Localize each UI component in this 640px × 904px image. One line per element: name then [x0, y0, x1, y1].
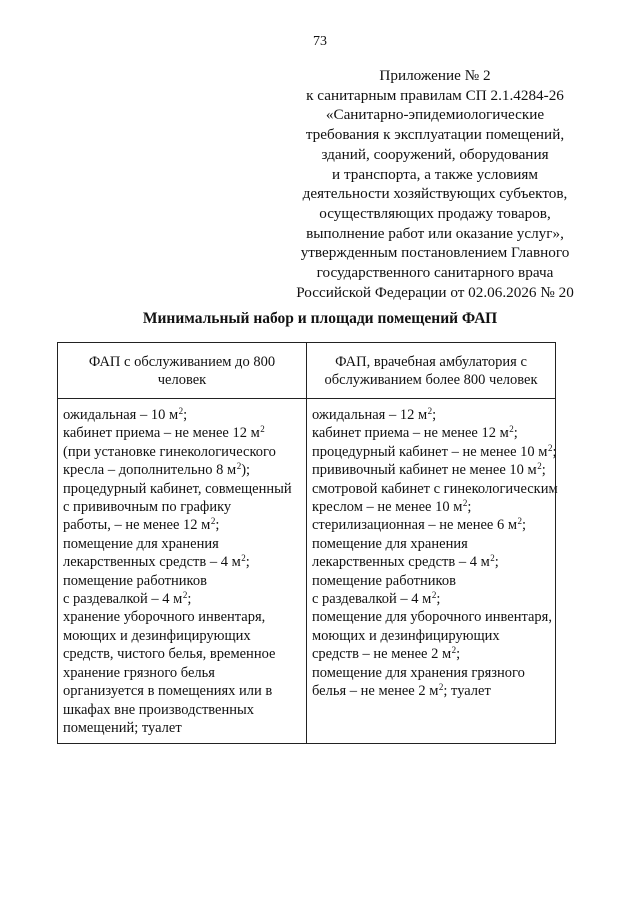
appendix-line: «Санитарно-эпидемиологические — [325, 106, 545, 124]
room-text-tail: ; — [215, 517, 220, 534]
room-text: организуется в помещениях или в — [63, 683, 273, 700]
area-unit-superscript: 2 — [178, 406, 184, 416]
room-line — [63, 719, 302, 737]
room-text: работы, – не менее 12 м — [63, 517, 211, 534]
area-unit-superscript: 2 — [537, 461, 542, 472]
room-line — [63, 424, 302, 442]
room-text: с прививочным по графику — [63, 499, 232, 516]
room-line — [63, 535, 302, 553]
header-line: ФАП с обслуживанием до 800 — [88, 354, 276, 370]
area-unit-superscript: 2 — [517, 516, 523, 527]
room-line — [63, 590, 302, 608]
area-unit-superscript: 2 — [427, 406, 433, 416]
room-line — [63, 645, 302, 663]
room-text: кабинет приема – не менее 12 м — [312, 425, 509, 442]
room-text: стерилизационная – не менее 6 м — [312, 517, 518, 534]
room-text: кресла – дополнительно 8 м — [63, 462, 237, 479]
area-unit-superscript: 2 — [451, 645, 457, 656]
appendix-line: зданий, сооружений, оборудования — [321, 145, 549, 163]
room-text: кабинет приема – не менее 12 м — [63, 425, 260, 442]
room-line — [63, 498, 302, 516]
room-line — [312, 590, 551, 608]
room-text: с раздевалкой – 4 м — [63, 591, 183, 608]
room-text: смотровой кабинет с гинекологическим — [312, 480, 558, 497]
room-line — [312, 442, 557, 461]
table-header-row — [58, 343, 556, 399]
area-unit-superscript: 2 — [241, 553, 246, 564]
appendix-line: деятельности хозяйствующих субъектов, — [302, 185, 568, 203]
room-line — [63, 572, 302, 590]
room-line — [63, 406, 302, 424]
appendix-line: государственного санитарного врача — [316, 264, 554, 282]
room-line — [312, 406, 551, 424]
room-line — [312, 608, 551, 626]
room-line — [63, 553, 302, 571]
room-line — [63, 701, 302, 719]
area-unit-superscript: 2 — [438, 682, 444, 693]
room-text: шкафах вне производственных — [63, 701, 254, 718]
appendix-line: выполнение работ или оказание услуг», — [306, 224, 564, 242]
room-line — [312, 664, 551, 682]
header-cell-over-800 — [307, 343, 556, 399]
room-text: лекарственных средств – 4 м — [63, 554, 241, 571]
room-line — [63, 608, 302, 626]
area-unit-superscript: 2 — [260, 424, 265, 435]
room-text-tail: ; — [245, 554, 250, 571]
room-line — [63, 682, 302, 700]
room-text: моющих и дезинфицирующих — [312, 627, 500, 644]
room-text: процедурный кабинет – не менее 10 м — [312, 443, 548, 460]
appendix-line: к санитарным правилам СП 2.1.4284-26 — [306, 86, 564, 104]
room-line — [312, 480, 558, 498]
area-unit-superscript: 2 — [490, 553, 495, 564]
room-line — [312, 682, 551, 700]
table-title: Минимальный набор и площади помещений ФАП — [142, 310, 498, 327]
appendix-header — [290, 66, 580, 302]
appendix-line: утвержденным постановлением Главного — [300, 244, 570, 262]
room-text-tail: ; — [552, 443, 557, 460]
room-text: помещение работников — [63, 572, 207, 589]
cell-rooms-over-800 — [307, 399, 556, 744]
room-line — [63, 480, 302, 498]
area-unit-superscript: 2 — [547, 442, 553, 453]
room-text: помещение для уборочного инвентаря, — [312, 609, 552, 626]
area-unit-superscript: 2 — [509, 424, 514, 435]
room-text: помещение работников — [312, 572, 456, 589]
room-text-tail: ; — [183, 407, 188, 423]
appendix-line: осуществляющих продажу товаров, — [319, 204, 551, 222]
room-text-tail: ; — [187, 591, 192, 608]
room-line — [312, 627, 551, 645]
room-text: ожидальная – 12 м — [312, 407, 428, 423]
room-text-tail: ; — [456, 646, 461, 663]
area-unit-superscript: 2 — [210, 516, 216, 527]
room-text: прививочный кабинет не менее 10 м — [312, 462, 537, 479]
room-text-tail: ); — [241, 462, 251, 479]
page-number: 73 — [313, 34, 327, 49]
cell-rooms-up-to-800 — [58, 399, 307, 744]
rooms-table — [57, 342, 556, 744]
room-text-tail: ; — [541, 462, 546, 479]
room-text: с раздевалкой – 4 м — [312, 591, 432, 608]
room-text: моющих и дезинфицирующих — [63, 627, 251, 644]
room-line — [312, 572, 551, 590]
room-text: помещений; туалет — [63, 719, 182, 736]
room-text: процедурный кабинет, совмещенный — [63, 480, 292, 497]
room-text: креслом – не менее 10 м — [312, 499, 463, 516]
room-line — [312, 553, 551, 571]
header-line: обслуживанием более 800 человек — [324, 372, 538, 388]
room-line — [312, 516, 551, 534]
room-text-tail: ; — [467, 499, 472, 516]
table-row — [58, 399, 556, 744]
area-unit-superscript: 2 — [182, 590, 188, 601]
area-unit-superscript: 2 — [462, 498, 468, 509]
header-cell-up-to-800 — [58, 343, 307, 399]
appendix-title: Приложение № 2 — [379, 67, 491, 84]
room-text-tail: ; — [513, 425, 518, 442]
room-text: помещение для хранения — [312, 535, 468, 552]
room-text-tail: ; — [432, 407, 437, 423]
room-text: хранение грязного белья — [63, 664, 215, 681]
room-text: лекарственных средств – 4 м — [312, 554, 490, 571]
room-line — [312, 645, 551, 663]
room-text: (при установке гинекологического — [63, 443, 276, 460]
room-text: средств – не менее 2 м — [312, 646, 452, 663]
room-text: белья – не менее 2 м — [312, 683, 439, 700]
room-text: ожидальная – 10 м — [63, 407, 179, 423]
room-text-tail: ; — [494, 554, 499, 571]
room-text: помещение для хранения грязного — [312, 664, 525, 681]
appendix-line: требования к эксплуатации помещений, — [305, 126, 565, 144]
room-text: помещение для хранения — [63, 535, 219, 552]
room-line — [63, 627, 302, 645]
room-line — [312, 461, 551, 479]
room-line — [63, 516, 302, 534]
room-line — [312, 424, 551, 442]
room-text: хранение уборочного инвентаря, — [63, 609, 266, 626]
room-text-tail: ; туалет — [443, 683, 491, 700]
room-line — [312, 498, 551, 516]
appendix-line: Российской Федерации от 02.06.2026 № 20 — [296, 283, 574, 301]
room-text-tail: ; — [436, 591, 441, 608]
header-line: ФАП, врачебная амбулатория с — [335, 354, 527, 370]
room-text-tail: ; — [522, 517, 527, 534]
room-line — [63, 664, 302, 682]
room-line — [312, 535, 551, 553]
room-line — [63, 443, 302, 461]
area-unit-superscript: 2 — [431, 590, 437, 601]
appendix-line: и транспорта, а также условиям — [332, 165, 538, 183]
room-text: средств, чистого белья, временное — [63, 646, 276, 663]
area-unit-superscript: 2 — [236, 461, 242, 472]
room-line — [63, 461, 302, 479]
header-line: человек — [157, 372, 207, 388]
